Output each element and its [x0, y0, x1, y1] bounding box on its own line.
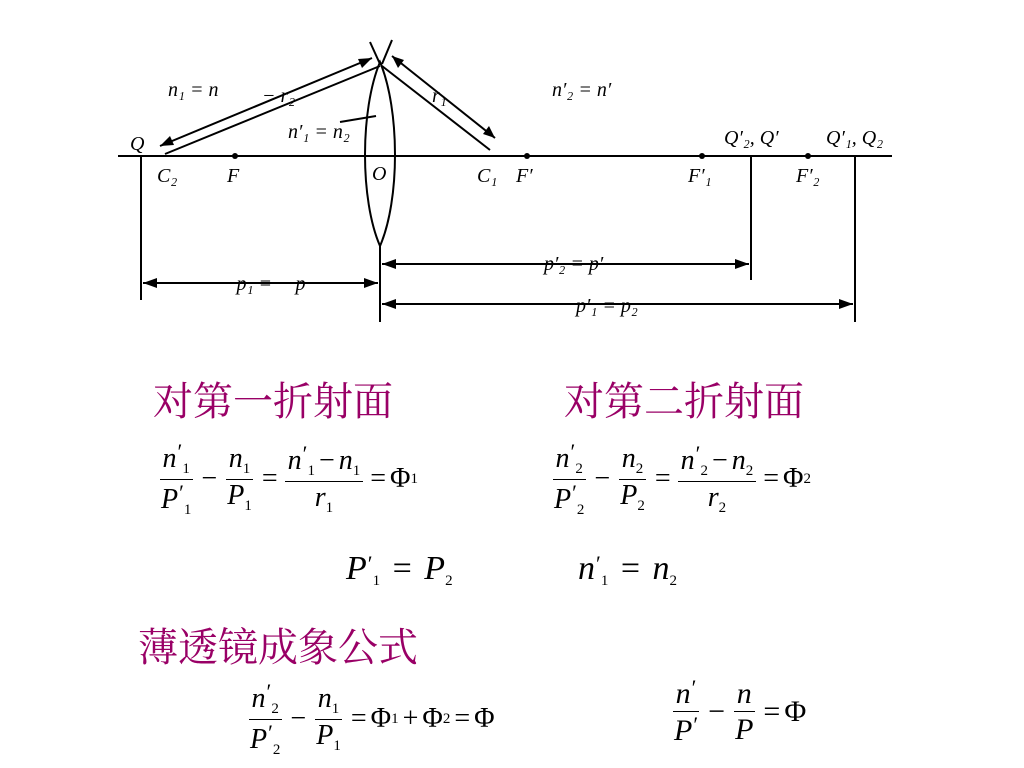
label-n1p-eq-n2: n′₁ = n₂: [288, 121, 350, 143]
lens-diagram: [0, 0, 1024, 340]
label-c2: C₂: [157, 165, 178, 187]
label-q: Q: [130, 133, 145, 155]
label-c1: C₁: [477, 165, 498, 187]
label-q2p-qp: Q′₂, Q′: [724, 127, 779, 149]
label-minus-r2: − r₂: [262, 85, 296, 107]
label-f: F: [227, 165, 240, 187]
label-f2p: F′₂: [796, 165, 820, 187]
label-r1: r₁: [432, 85, 447, 107]
relation-p1p-eq-p2: $P'_1 = P_2$: [346, 550, 453, 589]
equation-second-surface: $\frac{n'_2}{P'_2}$ − $\frac{n_2}{P_2}$ = $\frac{n'_2 - n_2}{r_2}$ = Φ 2: [554, 439, 811, 518]
equation-thin-lens: $\frac{n'_2}{P'_2}$ − $\frac{n_1}{P_1}$ = Φ 1 + Φ 2 = Φ: [250, 679, 495, 758]
label-n1-eq-n: n₁ = n: [168, 79, 219, 101]
heading-thin-lens-formula: 薄透镜成象公式: [138, 625, 418, 671]
label-o: O: [372, 163, 387, 185]
heading-first-surface: 对第一折射面: [153, 379, 393, 425]
label-p2p-eq-pp: p′₂ = p′: [544, 253, 604, 275]
label-fp: F′: [516, 165, 533, 187]
equation-first-surface: $\frac{n'_1}{P'_1}$ − $\frac{n_1}{P_1}$ = $\frac{n'_1 - n_1}{r_1}$ = Φ 1: [161, 439, 418, 518]
relation-n1p-eq-n2: $n'_1 = n_2$: [578, 550, 677, 589]
label-p1p-eq-p2: p′₁ = p₂: [576, 295, 638, 317]
equation-final: $\frac{n'}{P'}$ − $\frac{n}{P}$ = Φ: [674, 675, 807, 747]
label-n2p-eq-np: n′₂ = n′: [552, 79, 612, 101]
label-f1p: F′₁: [688, 165, 712, 187]
label-minus-p1-eq-minus-p: − p₁ = − p: [218, 273, 306, 295]
label-q1p-q2: Q′₁, Q₂: [826, 127, 884, 149]
thin-lens: [365, 62, 395, 246]
radius-r1: [382, 66, 490, 150]
heading-second-surface: 对第二折射面: [564, 379, 804, 425]
